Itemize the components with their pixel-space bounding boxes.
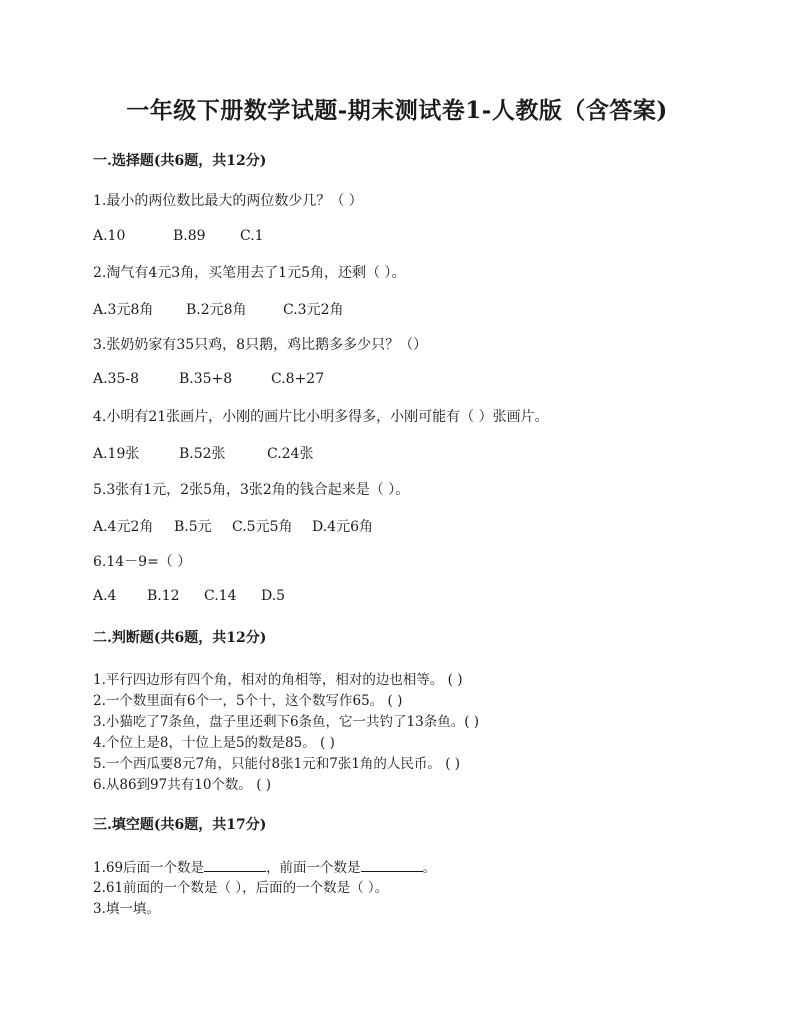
option-a: A.19张 <box>93 446 140 462</box>
true-false-item-4: 4.个位上是8，十位上是5的数是85。 ( ) <box>93 735 335 751</box>
section-heading-fill-in: 三.填空题(共6题，共17分) <box>93 817 267 833</box>
true-false-item-6: 6.从86到97共有10个数。 ( ) <box>93 777 272 793</box>
option-a: A.4 <box>93 588 117 604</box>
option-a: A.3元8角 <box>93 302 154 318</box>
option-b: B.52张 <box>179 446 226 462</box>
choice-options-1 <box>93 228 264 244</box>
option-b: B.35+8 <box>179 371 233 387</box>
true-false-item-1: 1.平行四边形有四个角，相对的角相等，相对的边也相等。 ( ) <box>93 672 463 688</box>
option-c: C.24张 <box>267 446 314 462</box>
option-a: A.4元2角 <box>93 519 154 535</box>
option-b: B.89 <box>173 228 206 244</box>
fill-item-2: 2.61前面的一个数是（ ），后面的一个数是（ ）。 <box>93 880 389 896</box>
true-false-item-3: 3.小猫吃了7条鱼，盘子里还剩下6条鱼，它一共钓了13条鱼。( ) <box>93 714 480 730</box>
answer-blank[interactable] <box>361 859 423 872</box>
option-c: C.1 <box>240 228 264 244</box>
option-d: D.4元6角 <box>312 519 373 535</box>
fill-item-1 <box>93 856 436 876</box>
choice-question-4: 4.小明有21张画片，小刚的画片比小明多得多，小刚可能有（ ）张画片。 <box>93 409 549 425</box>
section-heading-true-false: 二.判断题(共6题，共12分) <box>93 630 267 646</box>
choice-options-3 <box>93 371 324 387</box>
choice-options-4 <box>93 443 313 463</box>
option-b: B.5元 <box>174 519 212 535</box>
true-false-item-5: 5.一个西瓜要8元7角，只能付8张1元和7张1角的人民币。 ( ) <box>93 756 461 772</box>
answer-blank[interactable] <box>204 859 266 872</box>
true-false-item-2: 2.一个数里面有6个一，5个十，这个数写作65。 ( ) <box>93 693 403 709</box>
fill-item-3: 3.填一填。 <box>93 901 160 917</box>
choice-question-2: 2.淘气有4元3角，买笔用去了1元5角，还剩（ ）。 <box>93 265 406 281</box>
option-c: C.5元5角 <box>232 519 293 535</box>
fill-item-1-part-b: ，前面一个数是 <box>266 860 361 876</box>
option-c: C.8+27 <box>271 371 325 387</box>
option-b: B.2元8角 <box>186 302 247 318</box>
option-a: A.35-8 <box>93 371 140 387</box>
choice-question-1: 1.最小的两位数比最大的两位数少几？（ ） <box>93 193 363 209</box>
choice-options-6 <box>93 588 285 604</box>
choice-options-2 <box>93 299 343 319</box>
choice-options-5 <box>93 516 373 536</box>
choice-question-3: 3.张奶奶家有35只鸡，8只鹅，鸡比鹅多多少只？（） <box>93 337 428 353</box>
choice-question-6: 6.14－9=（ ） <box>93 554 192 570</box>
page-title: 一年级下册数学试题-期末测试卷1-人教版（含答案) <box>126 97 668 124</box>
option-c: C.3元2角 <box>283 302 344 318</box>
fill-item-1-part-a: 1.69后面一个数是 <box>93 860 205 876</box>
section-heading-choice: 一.选择题(共6题，共12分) <box>93 153 267 169</box>
option-b: B.12 <box>147 588 180 604</box>
fill-item-1-part-c: 。 <box>422 860 437 876</box>
choice-question-5: 5.3张有1元，2张5角，3张2角的钱合起来是（ ）。 <box>93 482 410 498</box>
option-a: A.10 <box>93 228 126 244</box>
option-c: C.14 <box>204 588 237 604</box>
option-d: D.5 <box>261 588 286 604</box>
